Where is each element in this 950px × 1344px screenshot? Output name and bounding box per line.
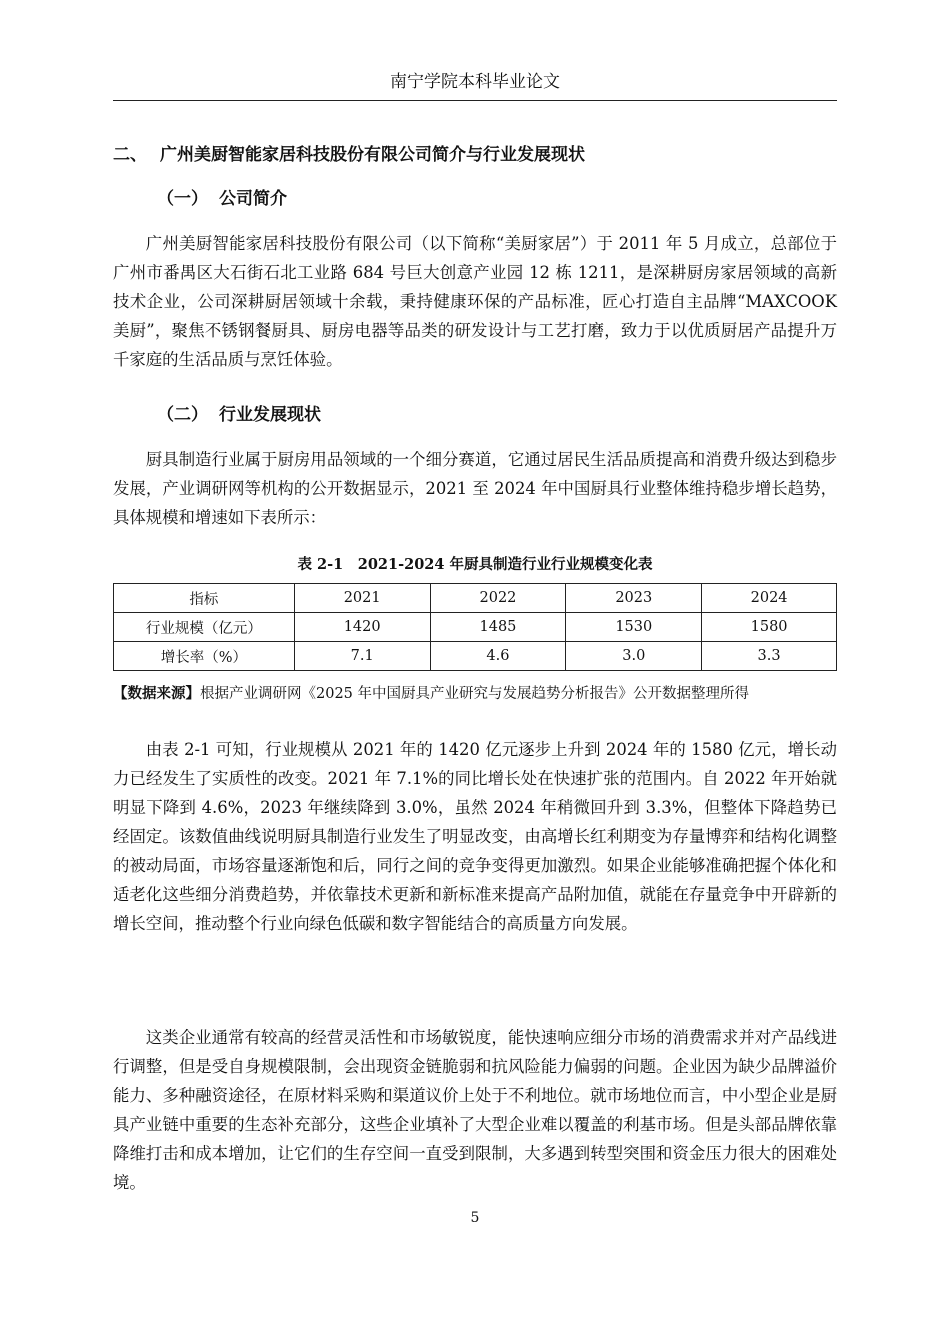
sme-paragraph: 这类企业通常有较高的经营灵活性和市场敏锐度，能快速响应细分市场的消费需求并对产品线进行调整，但是受自身规模限制，会出现资金链脆弱和抗风险能力偏弱的问题。企业因为缺少品牌溢价能力、多种融资途径，在原材料采购和渠道议价上处于不利地位。就市场地位而言，中小型企业是厨具产业链中重要的生态补充部分，这些企业填补了大型企业难以覆盖的利基市场。但是头部品牌依靠降维打击和成本增加，让它们的生存空间一直受到限制，大多遇到转型突围和资金压力很大的困难处境。 [113, 1028, 837, 1192]
table-cell: 1485 [430, 613, 566, 642]
industry-scale-table [113, 583, 837, 671]
table-caption: 表 2-1 2021-2024 年厨具制造行业行业规模变化表 [297, 556, 653, 573]
table-cell: 行业规模（亿元） [114, 613, 295, 642]
section-heading [113, 141, 585, 169]
subsection-title: 行业发展现状 [219, 405, 321, 425]
page-number: 5 [470, 1210, 480, 1226]
company-intro-paragraph: 广州美厨智能家居科技股份有限公司（以下简称“美厨家居”）于 2011 年 5 月成立，总部位于广州市番禺区大石街石北工业路 684 号巨大创意产业园 12 栋 1211，是深耕厨房家居领域的高新技术企业，公司深耕厨居领域十余载，秉持健康环保的产品标准，匠心打造自主品牌“MAXCOOK 美厨”，聚焦不锈钢餐厨具、厨房电器等品类的研发设计与工艺打磨，致力于以优质厨居产品提升万千家庭的生活品质与烹饪体验。 [113, 234, 837, 369]
source-text: 根据产业调研网《2025 年中国厨具产业研究与发展趋势分析报告》公开数据整理所得 [200, 686, 750, 702]
table-header-cell: 2021 [294, 584, 430, 613]
table-row [114, 613, 837, 642]
subsection-number: （一） [157, 189, 208, 209]
table-cell: 3.0 [566, 642, 702, 671]
table-cell: 4.6 [430, 642, 566, 671]
industry-intro-paragraph: 厨具制造行业属于厨房用品领域的一个细分赛道，它通过居民生活品质提高和消费升级达到稳步发展，产业调研网等机构的公开数据显示，2021 至 2024 年中国厨具行业整体维持稳步增长趋势，具体规模和增速如下表所示： [113, 450, 837, 527]
subsection-number: （二） [157, 405, 208, 425]
subsection-heading-2 [157, 401, 321, 429]
subsection-heading-1 [157, 185, 287, 213]
section-title: 广州美厨智能家居科技股份有限公司简介与行业发展现状 [160, 145, 585, 165]
table-source-note [113, 682, 837, 706]
table-header-cell: 2022 [430, 584, 566, 613]
table-header-cell: 2023 [566, 584, 702, 613]
source-label: 【数据来源】 [113, 685, 200, 702]
running-header: 南宁学院本科毕业论文 [113, 64, 837, 101]
table-header-row [114, 584, 837, 613]
table-cell: 3.3 [702, 642, 837, 671]
table-cell: 增长率（%） [114, 642, 295, 671]
subsection-title: 公司简介 [219, 189, 287, 209]
section-number: 二、 [113, 145, 147, 165]
table-row [114, 642, 837, 671]
analysis-paragraph: 由表 2-1 可知，行业规模从 2021 年的 1420 亿元逐步上升到 2024 年的 1580 亿元，增长动力已经发生了实质性的改变。2021 年 7.1%的同比增长处在快速扩张的范围内。自 2022 年开始就明显下降到 4.6%，2023 年继续降到 3.0%，虽然 2024 年稍微回升到 3.3%，但整体下降趋势已经固定。该数值曲线说明厨具制造行业发生了明显改变，由高增长红利期变为存量博弈和结构化调整的被动局面，市场容量逐渐饱和后，同行之间的竞争变得更加激烈。如果企业能够准确把握个体化和适老化这些细分消费趋势，并依靠技术更新和新标准来提高产品附加值，就能在存量竞争中开辟新的增长空间，推动整个行业向绿色低碳和数字智能结合的高质量方向发展。 [113, 740, 837, 933]
table-cell: 1580 [702, 613, 837, 642]
table-header-cell: 2024 [702, 584, 837, 613]
table-cell: 7.1 [294, 642, 430, 671]
table-cell: 1530 [566, 613, 702, 642]
table-cell: 1420 [294, 613, 430, 642]
table-header-cell: 指标 [114, 584, 295, 613]
